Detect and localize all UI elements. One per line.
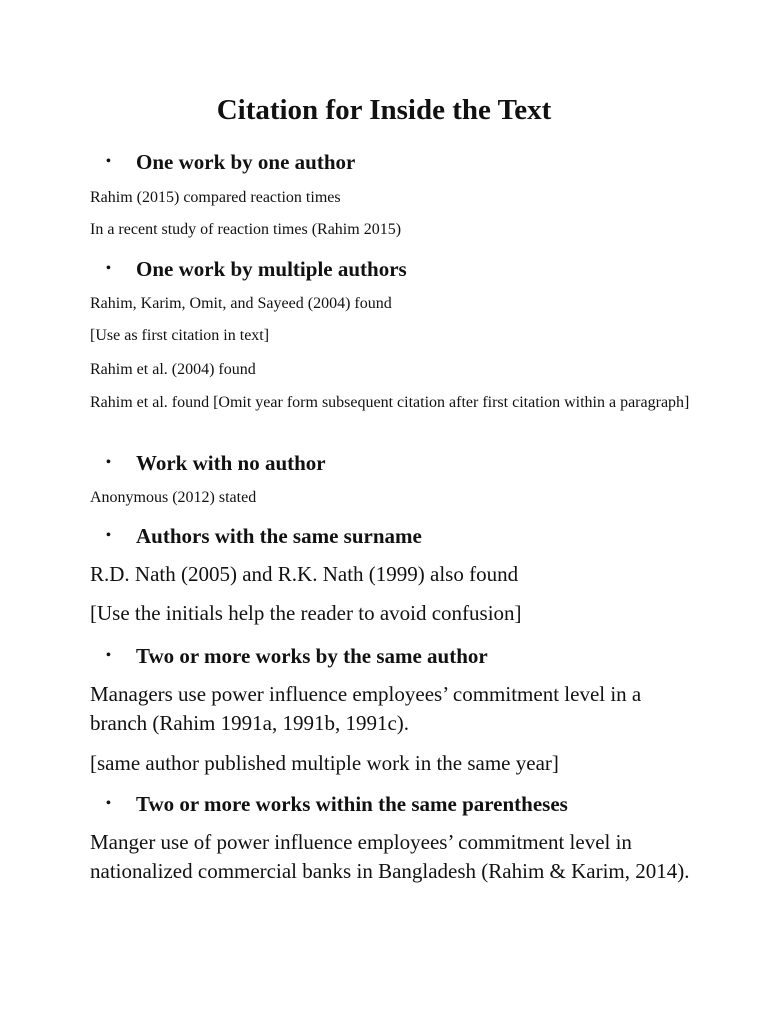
bullet-icon: •: [106, 796, 111, 811]
body-line: Rahim (2015) compared reaction times: [90, 189, 341, 206]
bullet-icon: •: [106, 261, 111, 276]
body-line: R.D. Nath (2005) and R.K. Nath (1999) also found: [90, 562, 519, 586]
body-line: In a recent study of reaction times (Rahim 2015): [90, 221, 402, 238]
body-line: [Use as first citation in text]: [90, 327, 270, 344]
bullet-icon: •: [106, 528, 111, 543]
bullet-icon: •: [106, 154, 111, 169]
bullet-icon: •: [106, 455, 111, 470]
bullet-icon: •: [106, 648, 111, 663]
body-line: Rahim et al. (2004) found: [90, 361, 256, 378]
body-line: Rahim et al. found [Omit year form subsequent citation after first citation within a paragraph]: [90, 394, 690, 411]
body-line: Manger use of power influence employees’ commitment level in nationalized commercial banks in Bangladesh (Rahim & Karim, 2014).: [90, 830, 690, 883]
page-title: Citation for Inside the Text: [216, 94, 552, 126]
body-line: [Use the initials help the reader to avoid confusion]: [90, 601, 522, 625]
body-line: [same author published multiple work in the same year]: [90, 751, 559, 775]
body-line: Anonymous (2012) stated: [90, 489, 257, 506]
document-page: Citation for Inside the Text • One work by one author Rahim (2015) compared reaction times In a recent study of reaction times (Rahim 2015) • One work by multiple authors Rahim, Karim, Omit, and Sayeed (2004) found [Use as first citation in text] Rahim et al. (2004) found Rahim et al. found [Omit year form subsequent citation after first citation within a paragraph] • Work with no author Anonymous (2012) stated • Authors with the same surname R.D. Nath (2005) and R.K. Nath (1999) also found [Use the initials help the reader to avoid confusion] • Two or more works by the same author Managers use power influence employees’ commitment level in a branch (Rahim 1991a, 1991b, 1991c). [same author published multiple work in the same year] • Two or more works within the same parentheses Manger use of power influence employees’ commitment level in nationalized commercial banks in Bangladesh (Rahim & Karim, 2014).: [0, 0, 768, 1024]
body-line: Managers use power influence employees’ commitment level in a branch (Rahim 1991a, 1991b, 1991c).: [90, 682, 642, 735]
body-line: Rahim, Karim, Omit, and Sayeed (2004) found: [90, 295, 392, 312]
